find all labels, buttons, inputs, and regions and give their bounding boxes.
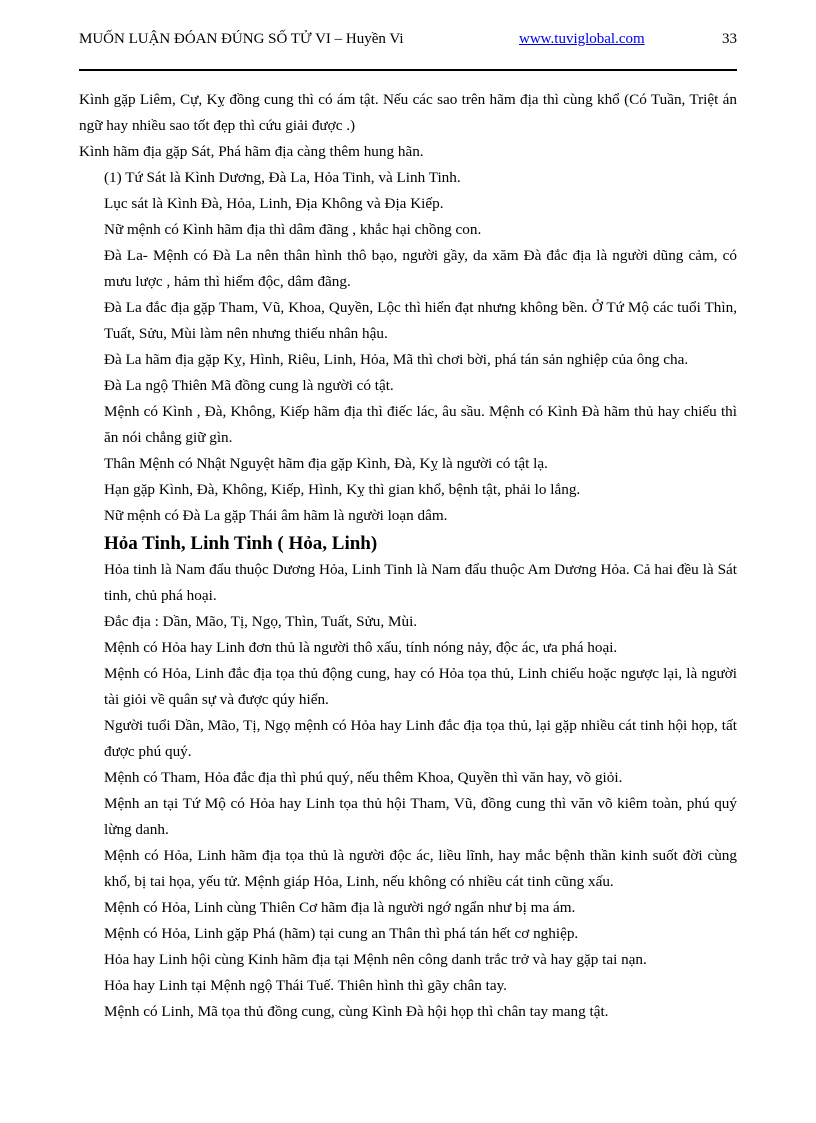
paragraph: Người tuổi Dần, Mão, Tị, Ngọ mệnh có Hỏa hay Linh đắc địa tọa thủ, lại gặp nhiều cát tinh hội họp, tất được phú quý. (104, 717, 737, 760)
paragraph: Đà La đắc địa gặp Tham, Vũ, Khoa, Quyền, Lộc thì hiển đạt nhưng không bền. Ở Tứ Mộ các tuổi Thìn, Tuất, Sửu, Mùi làm nên nhưng thiếu nhân hậu. (104, 299, 737, 342)
page-number: 33 (722, 31, 737, 47)
section-heading: Hỏa Tinh, Linh Tinh ( Hỏa, Linh) (104, 533, 378, 554)
document-title: MUỐN LUẬN ĐÓAN ĐÚNG SỐ TỬ VI – Huyền Vi (79, 31, 404, 47)
paragraph: (1) Tứ Sát là Kình Dương, Đà La, Hỏa Tinh, và Linh Tinh. (104, 169, 461, 186)
paragraph: Kình hãm địa gặp Sát, Phá hãm địa càng thêm hung hãn. (79, 143, 424, 160)
paragraph: Hỏa tinh là Nam đẩu thuộc Dương Hỏa, Linh Tinh là Nam đẩu thuộc Am Dương Hỏa. Cả hai đều là Sát tinh, chủ phá hoại. (104, 561, 737, 604)
paragraph: Hỏa hay Linh hội cùng Kinh hãm địa tại Mệnh nên công danh trắc trở và hay gặp tai nạn. (104, 951, 647, 968)
page-body (79, 87, 737, 1025)
paragraph: Hạn gặp Kình, Đà, Không, Kiếp, Hình, Kỵ thì gian khổ, bệnh tật, phải lo lắng. (104, 481, 581, 498)
paragraph: Mệnh có Hỏa, Linh đắc địa tọa thủ động cung, hay có Hỏa tọa thủ, Linh chiếu hoặc ngược lại, là người tài giỏi về quân sự và được qúy hiển. (104, 665, 737, 708)
paragraph: Mệnh an tại Tứ Mộ có Hỏa hay Linh tọa thủ hội Tham, Vũ, đồng cung thì văn võ kiêm toàn, phú quý lừng danh. (104, 795, 737, 838)
paragraph: Mệnh có Tham, Hỏa đắc địa thì phú quý, nếu thêm Khoa, Quyền thì văn hay, võ giỏi. (104, 769, 623, 786)
paragraph: Mệnh có Hỏa, Linh cùng Thiên Cơ hãm địa là người ngớ ngẩn như bị ma ám. (104, 899, 576, 916)
paragraph: Đà La ngộ Thiên Mã đồng cung là người có tật. (104, 377, 394, 394)
website-link[interactable]: www.tuviglobal.com (519, 31, 645, 47)
paragraph: Mệnh có Hỏa hay Linh đơn thủ là người thô xấu, tính nóng nảy, độc ác, ưa phá hoại. (104, 639, 618, 656)
paragraph: Nữ mệnh có Đà La gặp Thái âm hãm là người loạn dâm. (104, 507, 448, 524)
paragraph: Hỏa hay Linh tại Mệnh ngộ Thái Tuế. Thiên hình thì gãy chân tay. (104, 977, 507, 994)
paragraph: Mệnh có Kình , Đà, Không, Kiếp hãm địa thì điếc lác, âu sầu. Mệnh có Kình Đà hãm thủ hay chiếu thì ăn nói chẳng giữ gìn. (104, 403, 737, 446)
paragraph: Đà La- Mệnh có Đà La nên thân hình thô bạo, người gầy, da xăm Đà đắc địa là người dũng cảm, có mưu lược , hảm thì hiểm độc, dâm đãng. (104, 247, 737, 290)
paragraph: Thân Mệnh có Nhật Nguyệt hãm địa gặp Kình, Đà, Kỵ là người có tật lạ. (104, 455, 548, 472)
paragraph: Lục sát là Kình Đà, Hỏa, Linh, Địa Không và Địa Kiếp. (104, 195, 444, 212)
paragraph: Mệnh có Hỏa, Linh gặp Phá (hãm) tại cung an Thân thì phá tán hết cơ nghiệp. (104, 925, 579, 942)
header-rule (79, 69, 737, 71)
paragraph: Nữ mệnh có Kình hãm địa thì dâm đãng , khắc hại chồng con. (104, 221, 482, 238)
paragraph: Kình gặp Liêm, Cự, Kỵ đồng cung thì có ám tật. Nếu các sao trên hãm địa thì cùng khổ (Có Tuần, Triệt án ngữ hay nhiều sao tốt đẹp thì cứu giải được .) (79, 91, 737, 134)
paragraph: Đà La hãm địa gặp Kỵ, Hình, Riêu, Linh, Hỏa, Mã thì chơi bời, phá tán sản nghiệp của ông cha. (104, 351, 689, 368)
paragraph: Mệnh có Hỏa, Linh hãm địa tọa thủ là người độc ác, liều lĩnh, hay mắc bệnh thần kinh suốt đời cùng khổ, bị tai họa, yếu tử. Mệnh giáp Hỏa, Linh, nếu không có nhiều cát tinh cũng xấu. (104, 847, 737, 890)
paragraph: Đắc địa : Dần, Mão, Tị, Ngọ, Thìn, Tuất, Sửu, Mùi. (104, 613, 418, 630)
page-header (79, 30, 737, 52)
paragraph: Mệnh có Linh, Mã tọa thủ đồng cung, cùng Kình Đà hội họp thì chân tay mang tật. (104, 1003, 609, 1020)
